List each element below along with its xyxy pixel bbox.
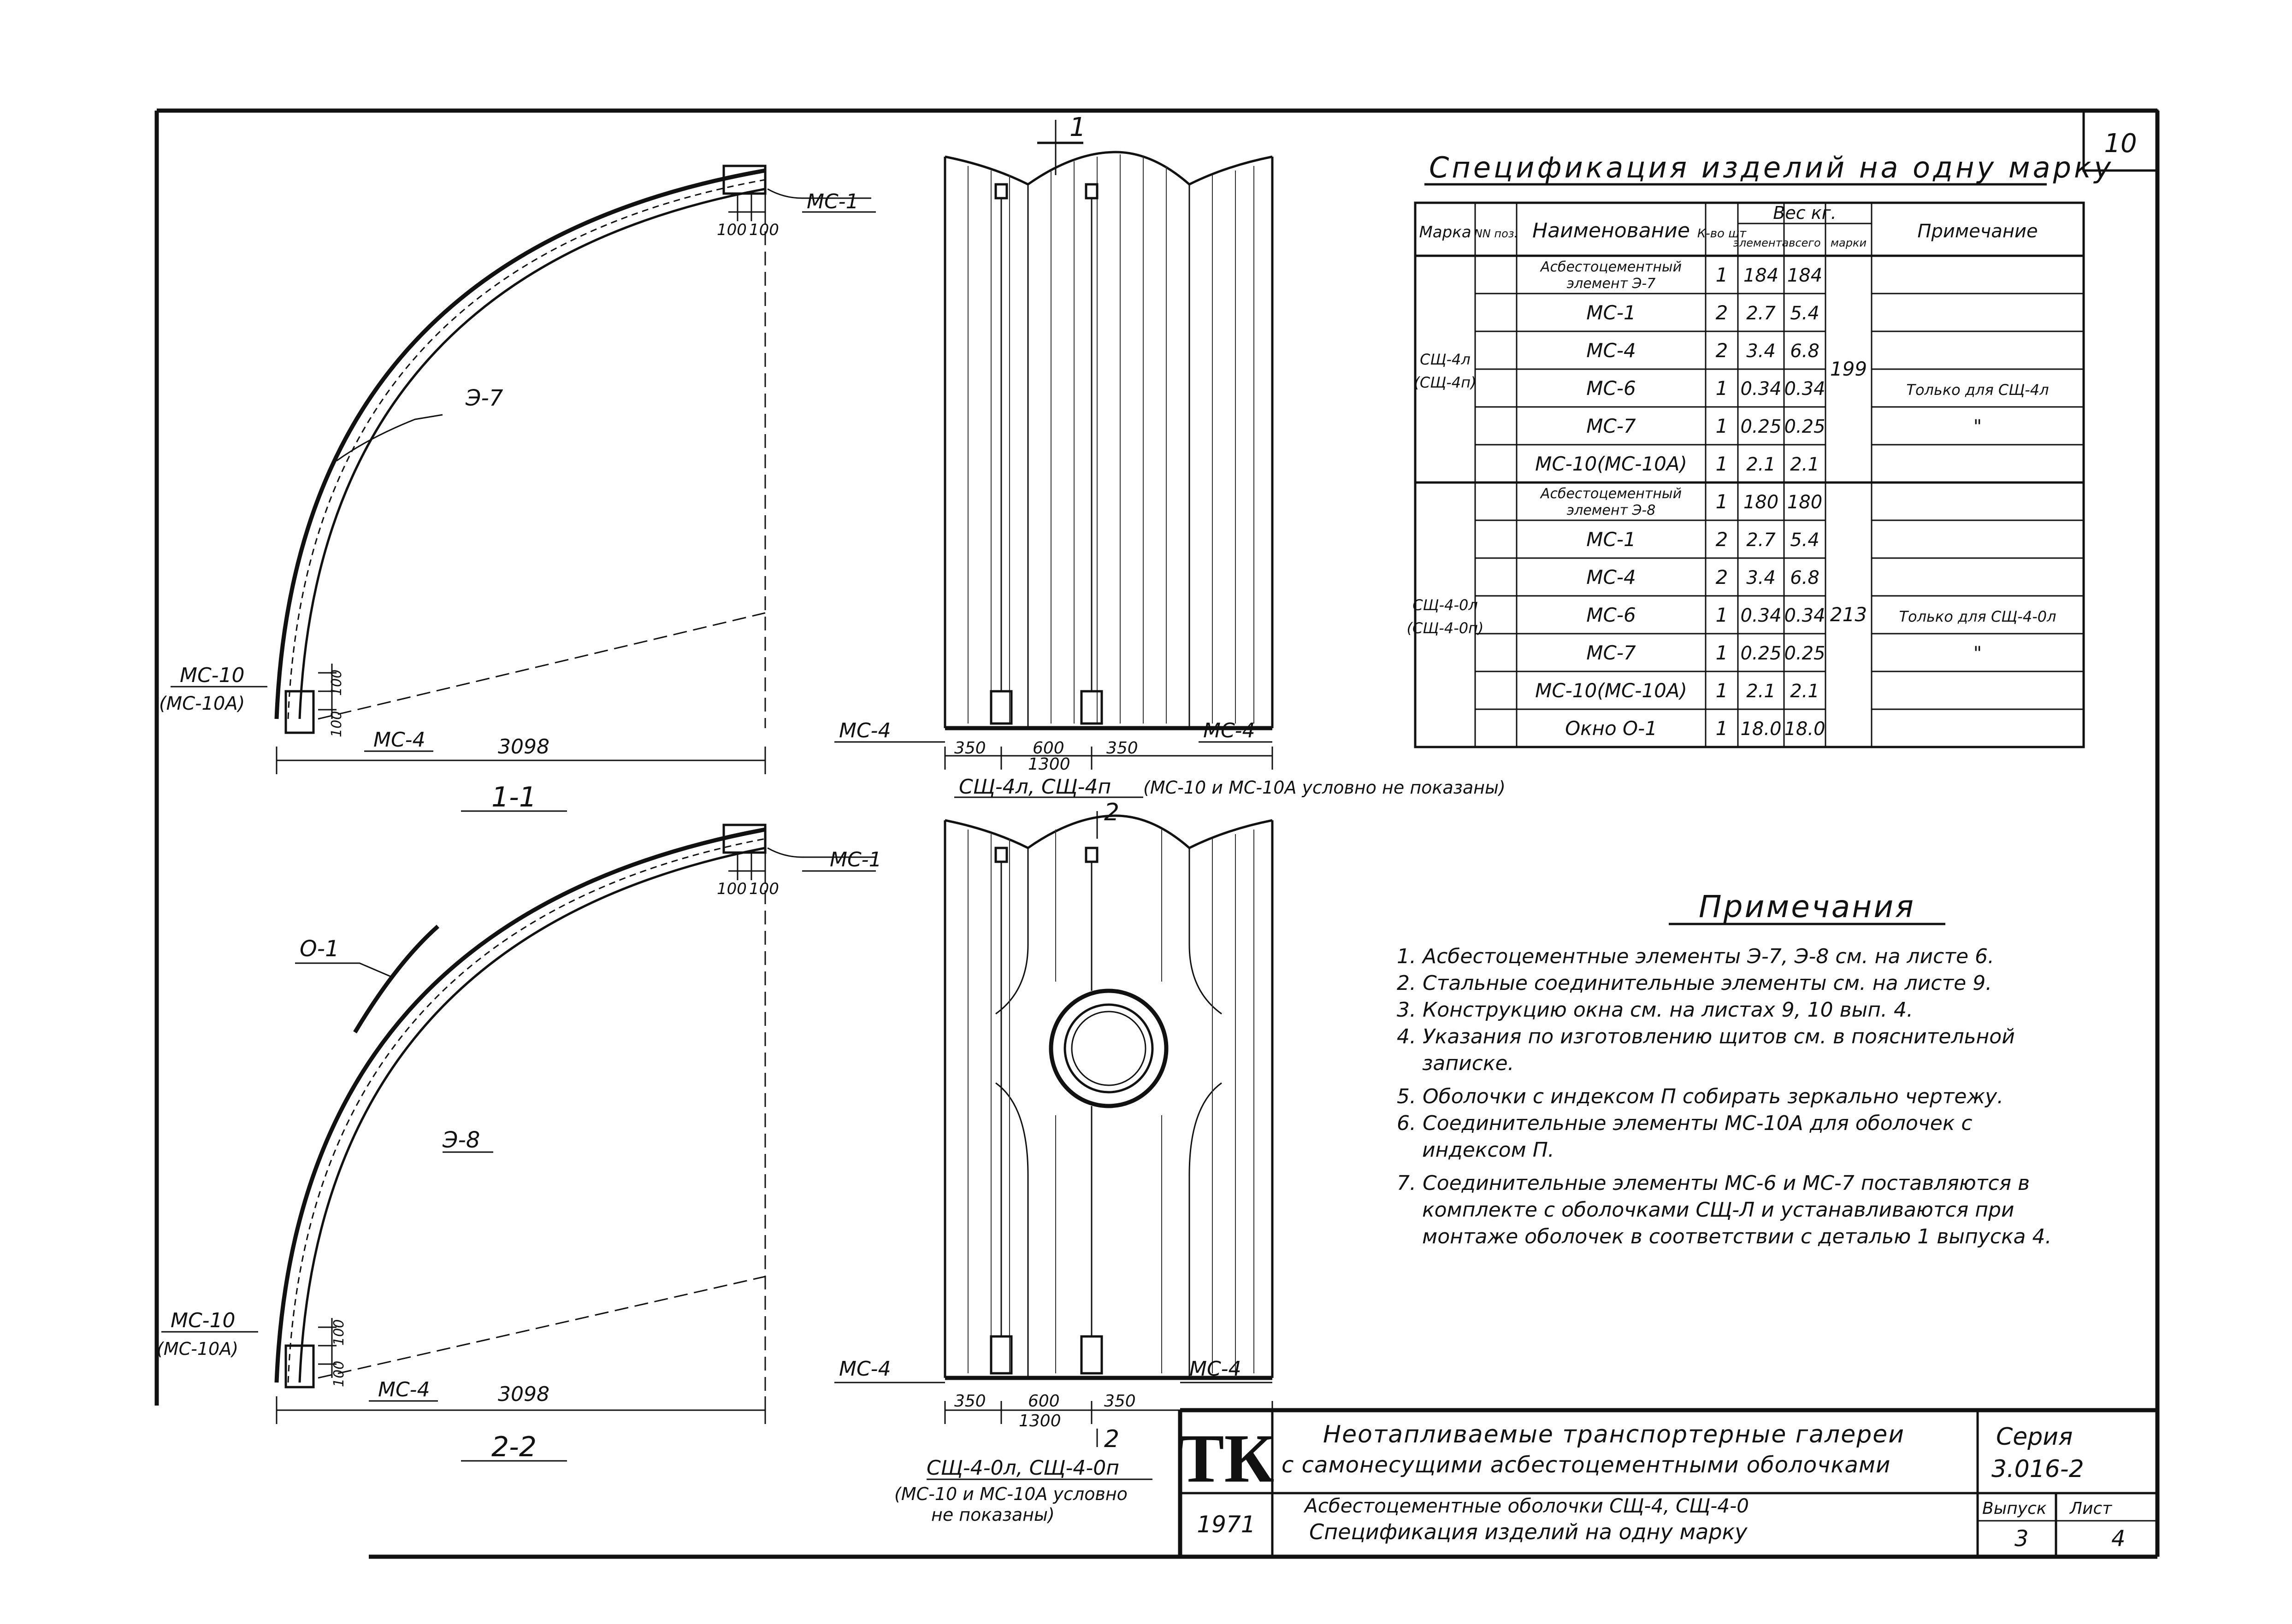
spec-row-weight-total: 180	[1787, 491, 1823, 513]
section2-span-dimension: 3098	[498, 1383, 549, 1406]
spec-row-qty: 1	[1715, 263, 1728, 286]
spec-group-mark: СЩ-4-0л	[1412, 596, 1478, 614]
note-line: 1. Асбестоцементные элементы Э-7, Э-8 см. на листе 6.	[1397, 945, 1994, 968]
spec-group-mark-weight: 213	[1830, 603, 1867, 626]
section1-dim-100b: 100	[749, 221, 779, 239]
note-line: 7. Соединительные элементы МС-6 и МС-7 поставляются в	[1397, 1171, 2030, 1195]
spec-row-qty: 1	[1715, 717, 1728, 740]
elevation2-cut-mark-bottom: 2	[1104, 1425, 1120, 1453]
elevation2-note-line1: (МС-10 и МС-10А условно	[894, 1484, 1128, 1504]
spec-row-weight-total: 6.8	[1790, 567, 1819, 588]
section2-title: 2-2	[491, 1431, 537, 1463]
spec-header-qty: К-во шт	[1697, 227, 1747, 241]
spec-row-weight-total: 0.34	[1784, 605, 1825, 626]
spec-header-w-element: элемента	[1733, 236, 1789, 249]
title-block-title-line2: с самонесущими асбестоцементными оболочками	[1282, 1452, 1891, 1478]
spec-row-weight-element: 3.4	[1746, 340, 1776, 362]
title-block-subtitle-line1: Асбестоцементные оболочки СЩ-4, СЩ-4-0	[1305, 1495, 1749, 1517]
section1-mc1-label: МС-1	[807, 190, 859, 213]
section1-dim-100a: 100	[717, 221, 747, 239]
section2-dim-100a: 100	[717, 880, 747, 898]
spec-row-qty: 2	[1715, 301, 1728, 324]
elevation1-note: (МС-10 и МС-10А условно не показаны)	[1143, 777, 1506, 798]
spec-header-pos: NN поз.	[1474, 227, 1518, 240]
spec-header-weight: Вес кг.	[1773, 203, 1837, 223]
spec-row-weight-total: 5.4	[1790, 302, 1819, 324]
spec-row-weight-total: 6.8	[1790, 340, 1819, 362]
spec-row-weight-element: 2.7	[1746, 302, 1776, 324]
spec-row-name: МС-7	[1586, 641, 1636, 664]
elevation-1-drawing	[834, 120, 1272, 797]
spec-row-weight-element: 0.25	[1740, 416, 1782, 437]
spec-row-name: МС-6	[1586, 603, 1636, 626]
elevation1-dim-1300: 1300	[1028, 755, 1070, 774]
title-block-issue-label: Выпуск	[1982, 1499, 2047, 1518]
spec-header-note: Примечание	[1917, 221, 2038, 242]
spec-row-name: Асбестоцементный	[1540, 486, 1682, 502]
spec-row-weight-total: 0.34	[1784, 378, 1825, 400]
spec-row-weight-total: 2.1	[1790, 680, 1819, 702]
spec-row-weight-element: 184	[1743, 265, 1779, 286]
spec-header-name: Наименование	[1532, 219, 1690, 242]
section-1-1-drawing	[171, 166, 876, 811]
spec-row-weight-total: 184	[1787, 265, 1823, 286]
spec-row-note: Только для СЩ-4-0л	[1899, 607, 2056, 625]
section-2-2-drawing	[161, 825, 876, 1461]
spec-row-weight-element: 0.25	[1740, 642, 1782, 664]
spec-row-name: МС-1	[1586, 301, 1636, 324]
section2-mc10-label: МС-10	[171, 1309, 236, 1332]
section2-mc10a-label: (МС-10А)	[157, 1339, 239, 1359]
spec-row-qty: 2	[1715, 528, 1728, 551]
spec-row-note: Только для СЩ-4л	[1906, 381, 2049, 399]
note-line: 2. Стальные соединительные элементы см. на листе 9.	[1397, 971, 1992, 995]
section1-dim-100c: 100	[329, 669, 345, 696]
elevation1-label-right: МС-4	[1203, 719, 1255, 742]
note-line: записке.	[1422, 1052, 1514, 1075]
note-line: монтаже оболочек в соответствии с деталью 1 выпуска 4.	[1422, 1225, 2052, 1248]
elevation1-cut-mark: 1	[1069, 112, 1086, 142]
spec-group-mark: СЩ-4л	[1420, 351, 1471, 368]
spec-row-name: МС-1	[1586, 528, 1636, 551]
spec-row-weight-total: 5.4	[1790, 529, 1819, 551]
note-line: 6. Соединительные элементы МС-10А для оболочек с	[1397, 1112, 1973, 1135]
spec-row-weight-total: 2.1	[1790, 453, 1819, 475]
spec-row-weight-total: 18.0	[1784, 718, 1825, 740]
section1-mc4-label: МС-4	[373, 728, 425, 752]
elevation1-dim-350a: 350	[954, 739, 986, 758]
elevation1-caption: СЩ-4л, СЩ-4п	[959, 775, 1111, 799]
title-block-issue-value: 3	[2014, 1526, 2029, 1552]
section2-mc4-label: МС-4	[378, 1378, 430, 1401]
spec-row-qty: 1	[1715, 490, 1728, 513]
note-line: комплекте с оболочками СЩ-Л и устанавливаются при	[1422, 1198, 2014, 1222]
spec-header-w-mark: марки	[1830, 236, 1867, 249]
note-line: 3. Конструкцию окна см. на листах 9, 10 вып. 4.	[1397, 998, 1913, 1022]
elevation2-note-line2: не показаны)	[931, 1505, 1055, 1525]
spec-group-mark-weight: 199	[1830, 358, 1867, 380]
spec-row-name: МС-10(МС-10А)	[1535, 679, 1687, 702]
spec-row-note: "	[1973, 642, 1982, 664]
spec-row-name: Асбестоцементный	[1540, 259, 1682, 275]
section2-dim-100b: 100	[749, 880, 779, 898]
section2-dim-100c: 100	[331, 1319, 347, 1346]
spec-header-w-total: всего	[1789, 236, 1821, 249]
spec-row-qty: 1	[1715, 452, 1728, 475]
spec-row-name: МС-4	[1586, 339, 1636, 362]
spec-row-qty: 1	[1715, 414, 1728, 437]
spec-row-weight-element: 180	[1743, 491, 1779, 513]
spec-row-name: элемент Э-8	[1566, 502, 1656, 518]
section2-dim-100d: 100	[331, 1360, 347, 1387]
spec-header-mark: Марка	[1419, 223, 1471, 241]
note-line: 4. Указания по изготовлению щитов см. в пояснительной	[1397, 1025, 2015, 1048]
elevation1-label-left: МС-4	[839, 719, 891, 742]
spec-group-mark: (СЩ-4п)	[1414, 374, 1477, 391]
section1-dim-100d: 100	[329, 711, 345, 737]
section2-o1-label: О-1	[300, 936, 339, 962]
elevation2-caption: СЩ-4-0л, СЩ-4-0п	[927, 1456, 1120, 1480]
spec-row-name: МС-4	[1586, 565, 1636, 588]
elevation2-dim-350a: 350	[954, 1392, 986, 1411]
spec-row-qty: 2	[1715, 339, 1728, 362]
section1-title: 1-1	[491, 781, 537, 813]
spec-row-note: "	[1973, 416, 1982, 437]
spec-row-weight-element: 2.1	[1746, 680, 1776, 702]
elevation2-label-left: МС-4	[839, 1357, 891, 1381]
spec-row-name: МС-6	[1586, 377, 1636, 400]
title-block-subtitle-line2: Спецификация изделий на одну марку	[1309, 1519, 1748, 1544]
spec-row-name: МС-7	[1586, 414, 1636, 437]
title-block-title-line1: Неотапливаемые транспортерные галереи	[1323, 1421, 1905, 1448]
elevation2-dim-1300: 1300	[1019, 1412, 1061, 1430]
section1-span-dimension: 3098	[498, 735, 549, 759]
spec-row-name: элемент Э-7	[1566, 276, 1656, 292]
notes-list	[1397, 945, 2051, 1248]
elevation1-dim-350b: 350	[1106, 739, 1138, 758]
elevation2-label-right: МС-4	[1189, 1357, 1241, 1381]
spec-row-qty: 1	[1715, 377, 1728, 400]
section2-mc1-label: МС-1	[830, 848, 882, 871]
elevation2-dim-350b: 350	[1104, 1392, 1136, 1411]
elevation2-dim-600: 600	[1028, 1392, 1060, 1411]
title-block-year: 1971	[1197, 1511, 1256, 1538]
spec-row-qty: 1	[1715, 641, 1728, 664]
spec-row-weight-element: 2.1	[1746, 453, 1776, 475]
elevation1-dim-600: 600	[1033, 739, 1064, 758]
spec-row-weight-total: 0.25	[1784, 416, 1825, 437]
spec-row-weight-element: 3.4	[1746, 567, 1776, 588]
spec-table	[1406, 203, 2084, 747]
spec-row-qty: 1	[1715, 603, 1728, 626]
spec-row-weight-element: 18.0	[1740, 718, 1782, 740]
spec-title: Спецификация изделий на одну марку	[1429, 151, 2114, 184]
title-block-series-label: Серия	[1996, 1423, 2073, 1451]
section1-mc10a-label: (МС-10А)	[159, 693, 245, 714]
spec-row-weight-element: 2.7	[1746, 529, 1776, 551]
title-block-sheet-value: 4	[2111, 1526, 2126, 1552]
section1-mc10-label: МС-10	[180, 664, 245, 687]
spec-row-name: МС-10(МС-10А)	[1535, 452, 1687, 475]
spec-row-name: Окно О-1	[1565, 717, 1657, 740]
title-block-logo: ТК	[1178, 1420, 1275, 1497]
sheet-frame	[157, 111, 2157, 1557]
title-block-series-value: 3.016-2	[1991, 1455, 2084, 1483]
spec-row-weight-total: 0.25	[1784, 642, 1825, 664]
corner-sheet-number: 10	[2104, 129, 2137, 159]
spec-row-qty: 1	[1715, 679, 1728, 702]
section2-e8-label: Э-8	[443, 1127, 480, 1153]
notes-title: Примечания	[1699, 889, 1915, 924]
elevation2-cut-mark-top: 2	[1104, 799, 1120, 826]
spec-row-qty: 2	[1715, 565, 1728, 588]
spec-row-weight-element: 0.34	[1740, 378, 1782, 400]
title-block-sheet-label: Лист	[2070, 1499, 2112, 1518]
spec-group-mark: (СЩ-4-0п)	[1406, 619, 1484, 637]
note-line: индексом П.	[1422, 1138, 1554, 1162]
section1-e7-label: Э-7	[466, 385, 503, 411]
spec-row-weight-element: 0.34	[1740, 605, 1782, 626]
note-line: 5. Оболочки с индексом П собирать зеркально чертежу.	[1397, 1085, 2004, 1108]
